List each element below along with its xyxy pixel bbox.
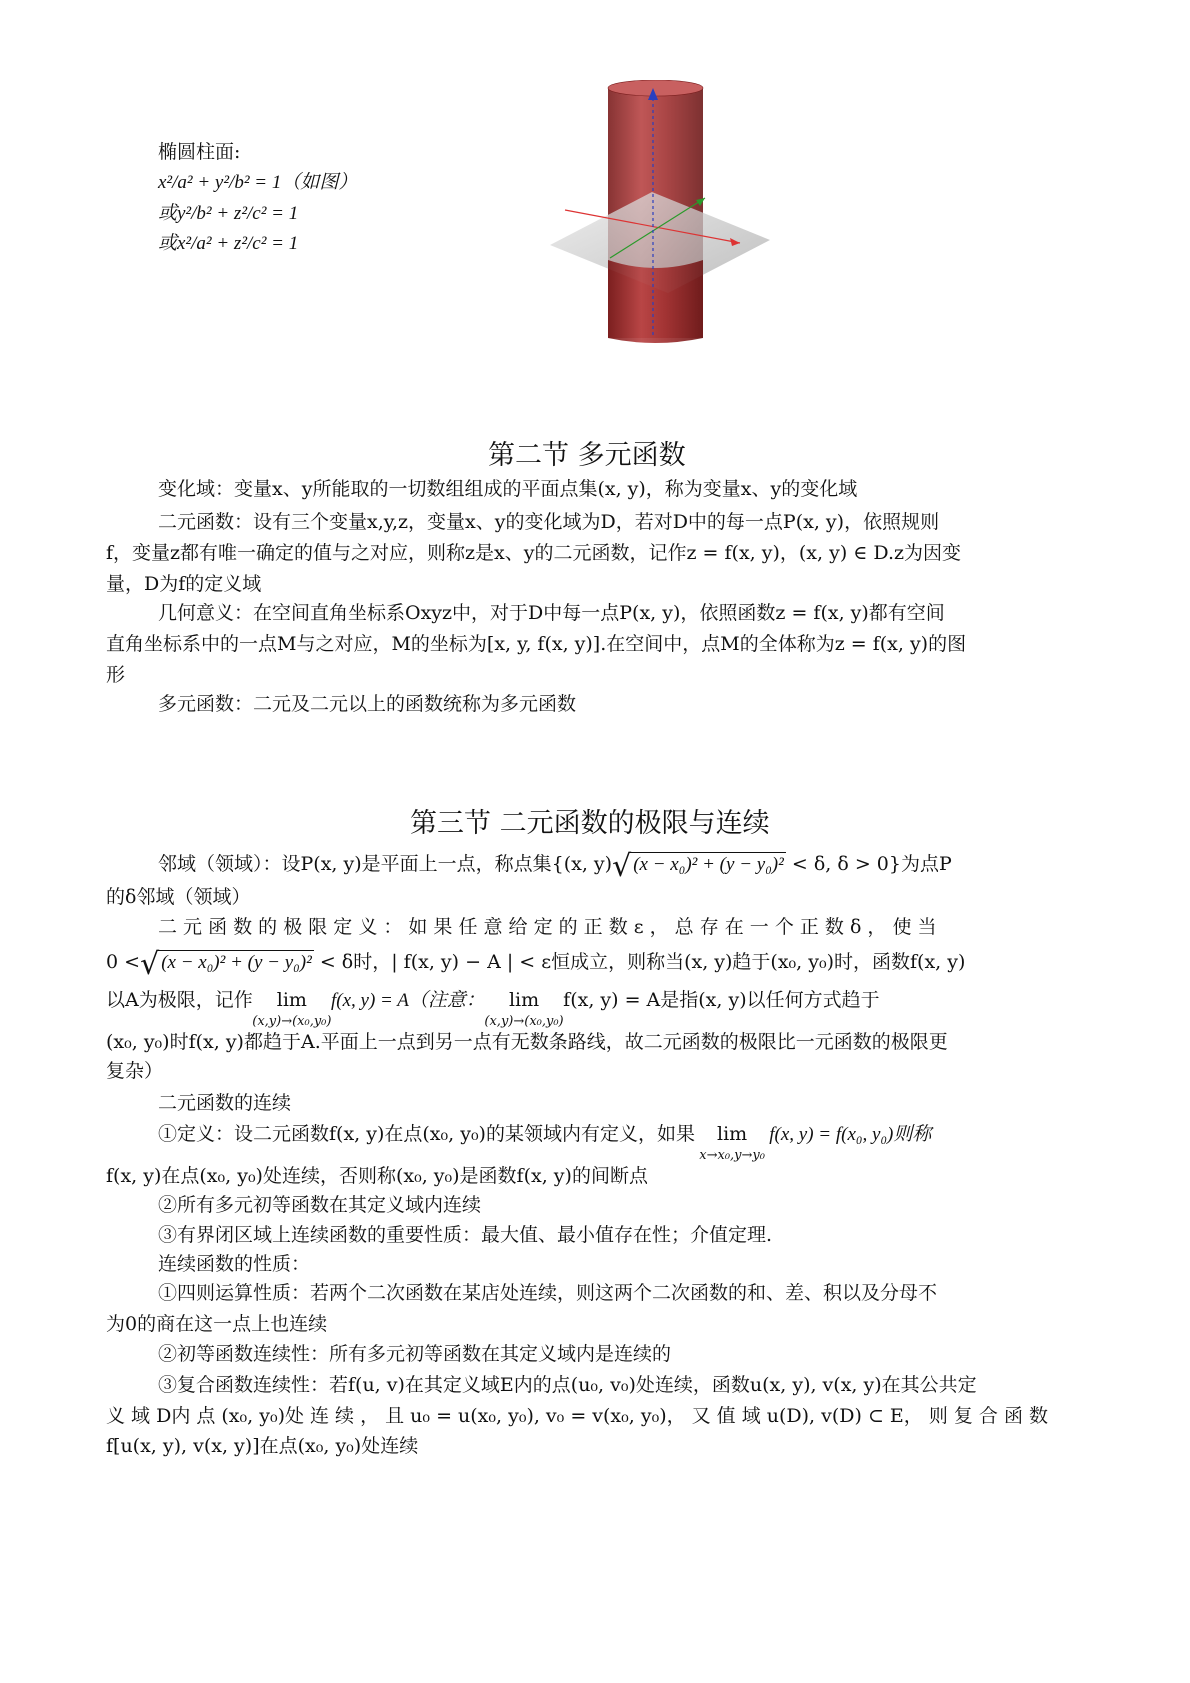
equation-1: x²/a² + y²/b² = 1（如图） <box>158 172 358 193</box>
s3-neighborhood-line1 <box>158 849 952 884</box>
s3-property1-line2: 为0的商在这一点上也连续 <box>106 1313 328 1335</box>
c1-a: ①定义：设二元函数f(x, y)在点(x₀, y₀)的某领域内有定义，如果 <box>158 1123 695 1145</box>
sqrt-sign: √ <box>612 849 632 884</box>
elliptic-cylinder-figure <box>540 80 810 345</box>
lim-word: lim <box>717 1123 748 1145</box>
lim-subscript: (x,y)→(x₀,y₀) <box>252 1014 332 1029</box>
lim-operator <box>252 988 332 1029</box>
s3-properties-title: 连续函数的性质： <box>158 1253 311 1275</box>
s3-property3-line1: ③复合函数连续性：若f(u, v)在其定义域E内的点(u₀, v₀)处连续，函数u(x, y), v(x, y)在其公共定 <box>158 1374 977 1396</box>
s2-binary-fn-line2: f，变量z都有唯一确定的值与之对应，则称z是x、y的二元函数，记作z = f(x, y)，(x, y) ∈ D.z为因变 <box>106 542 962 564</box>
nb-text-a: 邻域（领域）：设P(x, y)是平面上一点，称点集{(x, y) <box>158 853 613 875</box>
s2-geometric-meaning-line3: 形 <box>106 664 126 686</box>
lim-l2-a: 0 < <box>106 951 141 973</box>
lim-l3-c: f(x, y) = A是指(x, y)以任何方式趋于 <box>563 989 880 1011</box>
lim-operator <box>699 1122 765 1163</box>
lim-subscript: (x,y)→(x₀,y₀) <box>484 1014 564 1029</box>
lim-subscript: x→x₀,y→y₀ <box>699 1148 765 1163</box>
lim-word: lim <box>508 989 540 1011</box>
s3-limit-def-line4: (x₀, y₀)时f(x, y)都趋于A.平面上一点到另一点有无数条路线，故二元函数的极限比一元函数的极限更 <box>106 1031 948 1053</box>
lim-operator <box>484 988 564 1029</box>
section2-title: 第二节 多元函数 <box>488 440 686 471</box>
s3-continuity-item2: ②所有多元初等函数在其定义域内连续 <box>158 1194 482 1216</box>
lim-sqrt-content: (x − x₀)² + (y − y₀)² <box>161 952 312 973</box>
lim-l3-a: 以A为极限，记作 <box>106 989 253 1011</box>
equation-2: 或y²/b² + z²/c² = 1 <box>158 203 299 224</box>
s3-neighborhood-line2: 的δ邻域（领域） <box>106 886 251 908</box>
s3-property2: ②初等函数连续性：所有多元初等函数在其定义域内是连续的 <box>158 1343 672 1365</box>
s3-continuity-def-line2: f(x, y)在点(x₀, y₀)处连续，否则称(x₀, y₀)是函数f(x, y)的间断点 <box>106 1165 648 1187</box>
s2-multivariate-fn: 多元函数：二元及二元以上的函数统称为多元函数 <box>158 693 577 715</box>
lim-l3-b: f(x, y) = A（注意： <box>331 990 485 1011</box>
equation-3: 或x²/a² + z²/c² = 1 <box>158 233 299 254</box>
s3-limit-def-line5: 复杂） <box>106 1060 164 1082</box>
s3-continuity-title: 二元函数的连续 <box>158 1092 292 1114</box>
lim-l2-b: < δ时，| f(x, y) − A | < ε恒成立，则称当(x, y)趋于(x₀, y₀)时，函数f(x, y) <box>319 951 966 973</box>
s3-property3-line3: f[u(x, y), v(x, y)]在点(x₀, y₀)处连续 <box>106 1435 419 1457</box>
s3-limit-def-line2 <box>106 947 966 982</box>
s3-property1-line1: ①四则运算性质：若两个二次函数在某店处连续，则这两个二次函数的和、差、积以及分母不 <box>158 1282 938 1304</box>
s2-binary-fn-line3: 量，D为f的定义域 <box>106 573 262 595</box>
cylinder-top <box>608 80 703 96</box>
s3-limit-def-line1: 二 元 函 数 的 极 限 定 义 ： 如 果 任 意 给 定 的 正 数 ε ， 总 存 在 一 个 正 数 δ ， 使 当 <box>158 916 937 938</box>
s2-binary-fn-line1: 二元函数：设有三个变量x,y,z，变量x、y的变化域为D，若对D中的每一点P(x, y)，依照规则 <box>158 511 940 533</box>
s3-limit-def-line3 <box>106 988 880 1029</box>
s2-variation-domain: 变化域：变量x、y所能取的一切数组组成的平面点集(x, y)，称为变量x、y的变化域 <box>158 478 858 500</box>
nb-text-b: < δ, δ > 0}为点P <box>791 853 952 875</box>
cylinder-front-lower <box>608 260 703 343</box>
caption-title: 椭圆柱面: <box>158 141 241 163</box>
s3-continuity-def-line1 <box>158 1122 932 1163</box>
c1-b: f(x, y) = f(x₀, y₀)则称 <box>769 1124 932 1145</box>
s3-continuity-item3: ③有界闭区域上连续函数的重要性质：最大值、最小值存在性；介值定理. <box>158 1224 773 1246</box>
section3-title: 第三节 二元函数的极限与连续 <box>410 808 770 839</box>
s3-property3-line2: 义 域 D内 点 (x₀, y₀)处 连 续 ， 且 u₀ = u(x₀, y₀), v₀ = v(x₀, y₀)， 又 值 域 u(D), v(D) ⊂ E， 则 复 合 函 数 <box>106 1405 1048 1427</box>
s2-geometric-meaning-line1: 几何意义：在空间直角坐标系Oxyz中，对于D中每一点P(x, y)，依照函数z = f(x, y)都有空间 <box>158 602 945 624</box>
s2-geometric-meaning-line2: 直角坐标系中的一点M与之对应，M的坐标为[x, y, f(x, y)].在空间中，点M的全体称为z = f(x, y)的图 <box>106 633 967 655</box>
lim-word: lim <box>276 989 307 1011</box>
sqrt-sign: √ <box>140 947 160 982</box>
nb-sqrt-content: (x − x₀)² + (y − y₀)² <box>633 854 784 875</box>
